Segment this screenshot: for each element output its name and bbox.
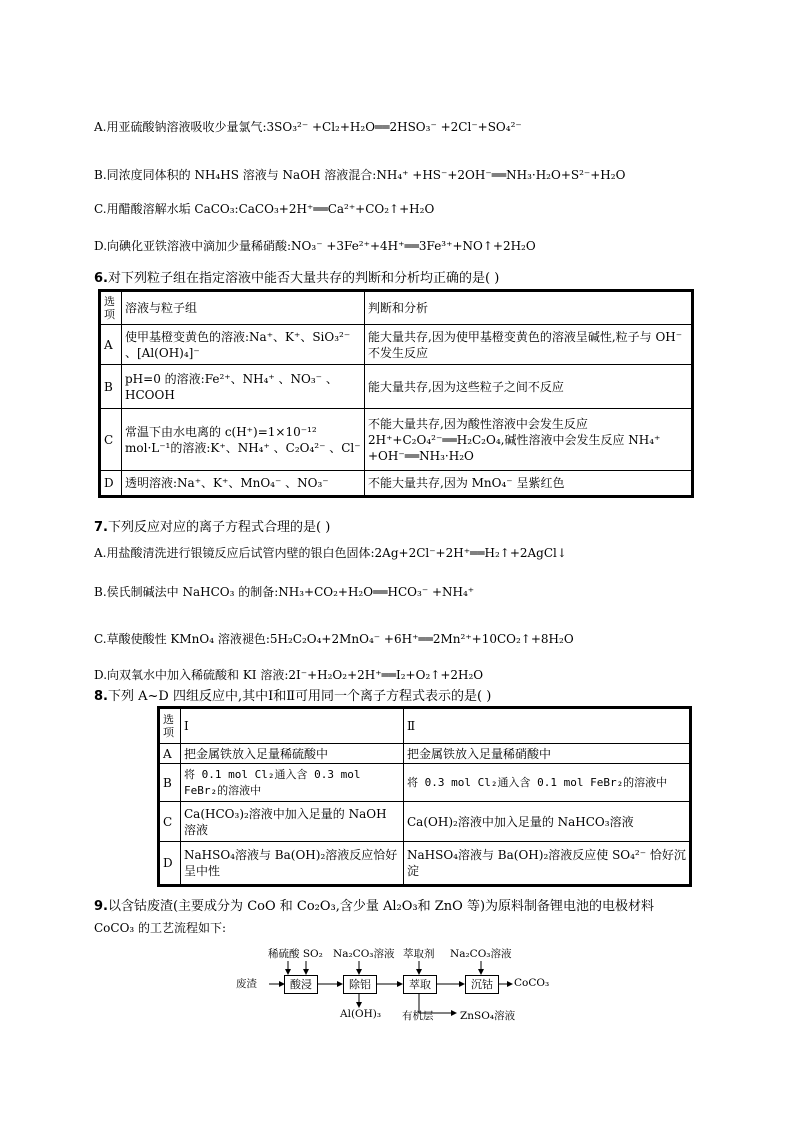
flow-input-3: 萃取剂 [403, 948, 435, 960]
question-number: 6. [94, 271, 108, 286]
table-row [159, 802, 691, 842]
row-col-1: NaHSO₄溶液与 Ba(OH)₂溶液反应恰好呈中性 [181, 842, 404, 886]
question-9 [94, 895, 654, 914]
flow-step-extract: 萃取 [403, 975, 437, 994]
row-option: B [100, 365, 122, 409]
row-analysis: 不能大量共存,因为酸性溶液中会发生反应 2H⁺+C₂O₄²⁻══H₂C₂O₄,碱性溶液中会发生反应 NH₄⁺ +OH⁻══NH₃·H₂O [365, 409, 693, 471]
row-option: D [159, 842, 181, 886]
table-q6 [98, 289, 694, 498]
flow-step-remove-al: 除铝 [343, 975, 377, 994]
row-col-2: 将 0.3 mol Cl₂通入含 0.1 mol FeBr₂的溶液中 [404, 764, 691, 802]
question-text: 对下列粒子组在指定溶液中能否大量共存的判断和分析均正确的是( ) [107, 271, 500, 286]
table-row [159, 842, 691, 886]
row-col-2: Ca(OH)₂溶液中加入足量的 NaHCO₃溶液 [404, 802, 691, 842]
question-number: 9. [94, 899, 108, 914]
row-col-2: NaHSO₄溶液与 Ba(OH)₂溶液反应使 SO₄²⁻ 恰好沉淀 [404, 842, 691, 886]
question-number: 8. [94, 689, 108, 704]
question-9-text-2: CoCO₃ 的工艺流程如下: [94, 921, 227, 935]
row-option: C [159, 802, 181, 842]
question-6 [94, 267, 499, 286]
table-header-row [100, 291, 693, 325]
row-option: A [159, 744, 181, 764]
row-col-1: 把金属铁放入足量稀硫酸中 [181, 744, 404, 764]
header-solution: 溶液与粒子组 [122, 291, 365, 325]
flow-input-4: Na₂CO₃溶液 [450, 948, 512, 960]
q7-option-b: B.侯氏制碱法中 NaHCO₃ 的制备:NH₃+CO₂+H₂O══HCO₃⁻ +NH₄⁺ [94, 585, 475, 599]
q5-option-b: B.同浓度同体积的 NH₄HS 溶液与 NaOH 溶液混合:NH₄⁺ +HS⁻+2OH⁻══NH₃·H₂O+S²⁻+H₂O [94, 168, 626, 182]
question-number: 7. [94, 520, 108, 535]
row-solution: 使甲基橙变黄色的溶液:Na⁺、K⁺、SiO₃²⁻ 、[Al(OH)₄]⁻ [122, 325, 365, 365]
flow-output-3: ZnSO₄溶液 [460, 1010, 516, 1022]
flow-start: 废渣 [236, 978, 257, 990]
q7-option-c: C.草酸使酸性 KMnO₄ 溶液褪色:5H₂C₂O₄+2MnO₄⁻ +6H⁺══2Mn²⁺+10CO₂↑+8H₂O [94, 632, 574, 646]
row-option: A [100, 325, 122, 365]
row-analysis: 不能大量共存,因为 MnO₄⁻ 呈紫红色 [365, 471, 693, 497]
row-solution: 常温下由水电离的 c(H⁺)=1×10⁻¹² mol·L⁻¹的溶液:K⁺、NH₄⁺ 、C₂O₄²⁻ 、Cl⁻ [122, 409, 365, 471]
flow-step-precipitate: 沉钴 [465, 975, 499, 994]
row-analysis: 能大量共存,因为使甲基橙变黄色的溶液呈碱性,粒子与 OH⁻不发生反应 [365, 325, 693, 365]
row-option: D [100, 471, 122, 497]
flow-output-2: 有机层 [402, 1010, 434, 1022]
question-7 [94, 516, 330, 535]
table-row [100, 409, 693, 471]
process-flow-diagram [236, 944, 566, 1024]
table-q8 [157, 706, 692, 887]
row-solution: 透明溶液:Na⁺、K⁺、MnO₄⁻ 、NO₃⁻ [122, 471, 365, 497]
question-8 [94, 685, 491, 704]
q7-option-d: D.向双氧水中加入稀硫酸和 KI 溶液:2I⁻+H₂O₂+2H⁺══I₂+O₂↑+2H₂O [94, 668, 484, 682]
table-row [159, 764, 691, 802]
table-header-row [159, 708, 691, 744]
row-option: C [100, 409, 122, 471]
row-solution: pH=0 的溶液:Fe²⁺、NH₄⁺ 、NO₃⁻ 、HCOOH [122, 365, 365, 409]
header-col-2: Ⅱ [404, 708, 691, 744]
header-analysis: 判断和分析 [365, 291, 693, 325]
table-row [100, 365, 693, 409]
row-col-2: 把金属铁放入足量稀硝酸中 [404, 744, 691, 764]
table-row [159, 744, 691, 764]
header-col-1: Ⅰ [181, 708, 404, 744]
row-analysis: 能大量共存,因为这些粒子之间不反应 [365, 365, 693, 409]
header-option: 选项 [100, 291, 122, 325]
row-col-1: Ca(HCO₃)₂溶液中加入足量的 NaOH 溶液 [181, 802, 404, 842]
header-option: 选项 [159, 708, 181, 744]
q5-option-c: C.用醋酸溶解水垢 CaCO₃:CaCO₃+2H⁺══Ca²⁺+CO₂↑+H₂O [94, 202, 435, 216]
q5-option-d: D.向碘化亚铁溶液中滴加少量稀硝酸:NO₃⁻ +3Fe²⁺+4H⁺══3Fe³⁺+NO↑+2H₂O [94, 239, 536, 253]
flow-output-1: Al(OH)₃ [340, 1008, 382, 1020]
flow-input-2: Na₂CO₃溶液 [333, 948, 395, 960]
flow-end: CoCO₃ [514, 977, 550, 989]
row-option: B [159, 764, 181, 802]
question-text: 以含钴废渣(主要成分为 CoO 和 Co₂O₃,含少量 Al₂O₃和 ZnO 等)为原料制备锂电池的电极材料 [107, 899, 655, 914]
flow-step-acid-leach: 酸浸 [284, 975, 318, 994]
table-row [100, 471, 693, 497]
q7-option-a: A.用盐酸清洗进行银镜反应后试管内壁的银白色固体:2Ag+2Cl⁻+2H⁺══H₂↑+2AgCl↓ [94, 546, 567, 560]
question-text: 下列 A~D 四组反应中,其中Ⅰ和Ⅱ可用同一个离子方程式表示的是( ) [107, 689, 492, 704]
question-text: 下列反应对应的离子方程式合理的是( ) [107, 520, 331, 535]
row-col-1: 将 0.1 mol Cl₂通入含 0.3 mol FeBr₂的溶液中 [181, 764, 404, 802]
flow-input-1: 稀硫酸 SO₂ [268, 948, 323, 960]
q5-option-a: A.用亚硫酸钠溶液吸收少量氯气:3SO₃²⁻ +Cl₂+H₂O══2HSO₃⁻ +2Cl⁻+SO₄²⁻ [94, 120, 522, 134]
table-row [100, 325, 693, 365]
